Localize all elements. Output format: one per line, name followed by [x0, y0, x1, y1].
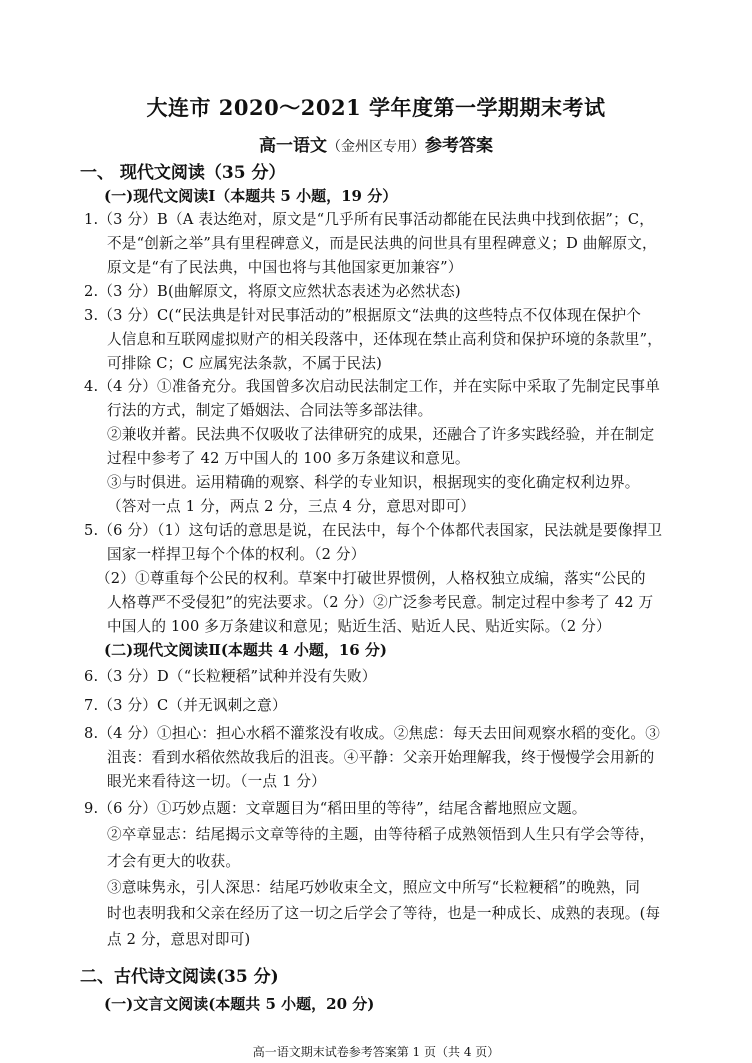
answer-line: 原文是“有了民法典，中国也将与其他国家更加兼容”） [107, 259, 463, 276]
answer-line: 6.（3 分）D（“长粒粳稻”试种并没有失败） [84, 668, 377, 685]
answer-line: 9.（6 分）①巧妙点题：文章题目为“稻田里的等待”，结尾含蓄地照应文题。 [84, 800, 587, 817]
answer-line: 人格尊严不受侵犯”的宪法要求。（2 分）②广泛参考民意。制定过程中参考了 42 万 [107, 594, 654, 611]
answer-line: 可排除 C；C 应属宪法条款，不属于民法) [107, 355, 383, 372]
section-heading-1: 一、 现代文阅读（35 分） [80, 163, 286, 183]
answer-line: ②卒章显志：结尾揭示文章等待的主题，由等待稻子成熟领悟到人生只有学会等待， [107, 826, 655, 843]
subsection-heading-1b: (二)现代文阅读Ⅱ(本题共 4 小题，16 分) [104, 641, 388, 659]
answer-line: 1.（3 分）B（A 表达绝对，原文是“几乎所有民事活动都能在民法典中找到依据”；C， [84, 211, 655, 228]
answer-line: 2.（3 分）B(曲解原文，将原文应然状态表述为必然状态) [84, 283, 461, 300]
answer-line: 国家一样捍卫每个个体的权利。（2 分） [107, 546, 366, 563]
page-title: 大连市 2020～2021 学年度第一学期期末考试 [146, 95, 606, 120]
answer-line: 点 2 分，意思对即可) [107, 931, 251, 948]
answer-line: 7.（3 分）C（并无讽刺之意） [84, 697, 287, 714]
answer-line: 人信息和互联网虚拟财产的相关段落中，还体现在禁止高利贷和保护环境的条款里”， [107, 331, 663, 348]
subtitle-main-b: 参考答案 [425, 136, 493, 156]
answer-line: 时也表明我和父亲在经历了这一切之后学会了等待，也是一种成长、成熟的表现。(每 [107, 905, 661, 922]
answer-line: 5.（6 分）（1）这句话的意思是说，在民法中，每个个体都代表国家，民法就是要像捍卫 [84, 522, 663, 539]
subtitle-paren: （金州区专用） [327, 139, 425, 155]
subsection-heading-1a: (一)现代文阅读Ⅰ（本题共 5 小题，19 分） [104, 187, 398, 205]
answer-line: 过程中参考了 42 万中国人的 100 多万条建议和意见。 [107, 450, 470, 467]
subtitle-main-a: 高一语文 [259, 136, 327, 156]
answer-line: 才会有更大的收获。 [107, 853, 241, 870]
answer-line: 4.（4 分）①准备充分。我国曾多次启动民法制定工作，并在实际中采取了先制定民事单 [84, 378, 661, 395]
answer-line: 8.（4 分）①担心：担心水稻不灌浆没有收成。②焦虑：每天去田间观察水稻的变化。③ [84, 725, 661, 742]
page-subtitle [0, 131, 752, 156]
answer-line: 3.（3 分）C(“民法典是针对民事活动的”根据原文“法典的这些特点不仅体现在保护个 [84, 307, 642, 324]
subsection-heading-2a: (一)文言文阅读(本题共 5 小题，20 分) [104, 995, 375, 1013]
answer-line: ②兼收并蓄。民法典不仅吸收了法律研究的成果，还融合了许多实践经验，并在制定 [107, 426, 655, 443]
page-footer: 高一语文期末试卷参考答案第 1 页（共 4 页） [252, 1045, 500, 1059]
answer-line: ③与时俱进。运用精确的观察、科学的专业知识，根据现实的变化确定权利边界。 [107, 474, 640, 491]
answer-line: （2）①尊重每个公民的权利。草案中打破世界惯例，人格权独立成编，落实“公民的 [96, 570, 646, 587]
answer-line: ③意味隽永，引人深思：结尾巧妙收束全文，照应文中所写“长粒粳稻”的晚熟，同 [107, 879, 641, 896]
answer-line: 眼光来看待这一切。（一点 1 分） [107, 773, 326, 790]
answer-line: 沮丧：看到水稻依然故我后的沮丧。④平静：父亲开始理解我，终于慢慢学会用新的 [107, 749, 655, 766]
answer-line: （答对一点 1 分，两点 2 分，三点 4 分，意思对即可） [107, 498, 476, 515]
answer-line: 行法的方式，制定了婚姻法、合同法等多部法律。 [107, 402, 433, 419]
answer-line: 中国人的 100 多万条建议和意见；贴近生活、贴近人民、贴近实际。（2 分） [107, 618, 611, 635]
answer-line: 不是“创新之举”具有里程碑意义，而是民法典的问世具有里程碑意义；D 曲解原文， [107, 235, 657, 252]
section-heading-2: 二、古代诗文阅读(35 分) [80, 967, 279, 987]
